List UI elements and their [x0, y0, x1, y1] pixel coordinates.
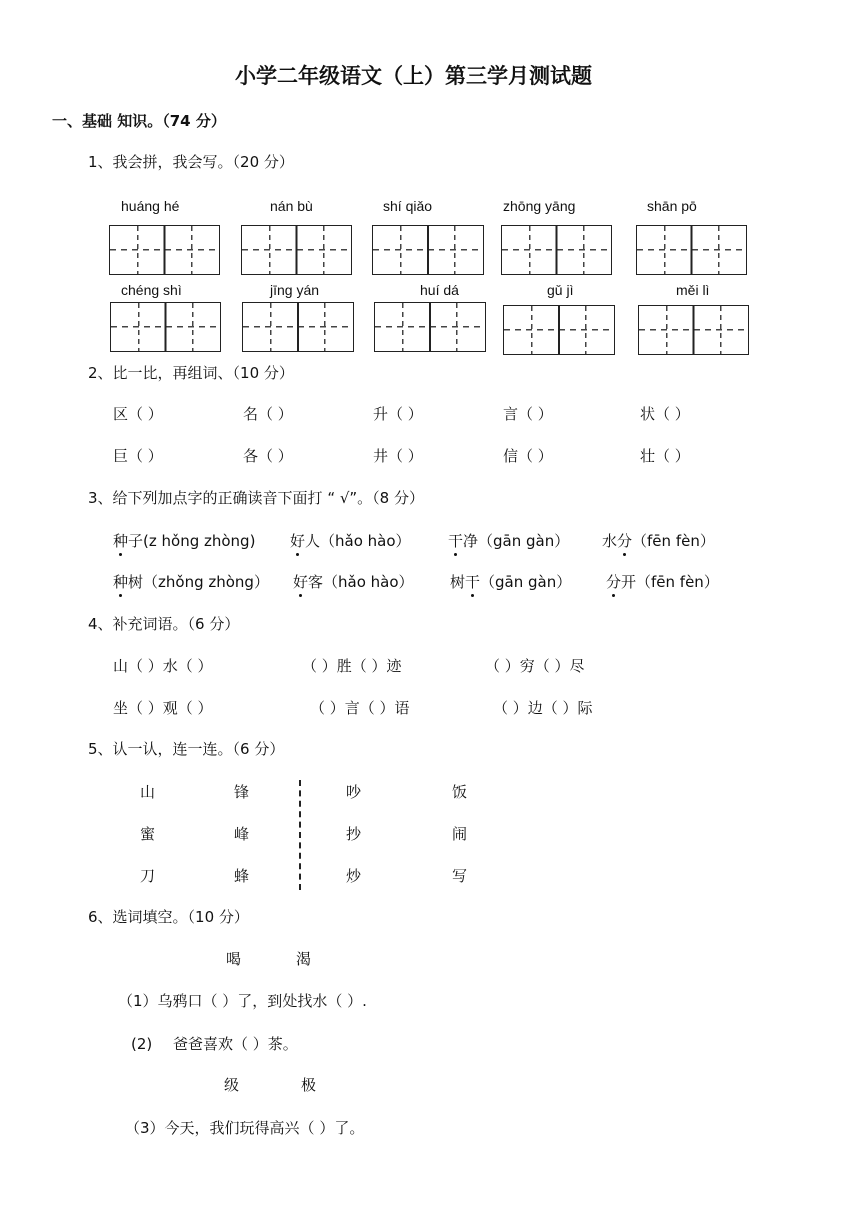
match-character-right[interactable]: 闹 [452, 825, 468, 843]
word-pair-blank: 各（ ） [243, 447, 293, 465]
emphasis-dotted-char: 种 [113, 573, 129, 591]
pinyin-label: měi lì [676, 282, 710, 298]
word-pair-blank: 升（ ） [373, 405, 423, 423]
writing-grid-box[interactable] [638, 305, 749, 355]
pinyin-label: zhōng yāng [503, 198, 576, 214]
word-pair-blank: 巨（ ） [113, 447, 163, 465]
pronunciation-choice[interactable]: 干净（gān gàn） [448, 532, 570, 550]
word-pair-blank: 言（ ） [503, 405, 553, 423]
writing-grid-box[interactable] [372, 225, 484, 275]
word-choice: 喝 [226, 950, 242, 968]
pinyin-label: chéng shì [121, 282, 182, 298]
writing-grid-box[interactable] [242, 302, 354, 352]
match-character-right[interactable]: 写 [452, 867, 468, 885]
emphasis-dotted-char: 好 [290, 532, 306, 550]
match-character-right[interactable]: 锋 [234, 783, 250, 801]
writing-grid-box[interactable] [503, 305, 615, 355]
word-pair-blank: 信（ ） [503, 447, 553, 465]
pinyin-label: nán bù [270, 198, 313, 214]
writing-grid-box[interactable] [374, 302, 486, 352]
page-title: 小学二年级语文（上）第三学月测试题 [235, 64, 592, 88]
pinyin-label: shí qiǎo [383, 198, 433, 214]
pinyin-label: shān pō [647, 198, 697, 214]
idiom-fill-blank: （ ）边（ ）际 [493, 699, 593, 717]
match-character-right[interactable]: 饭 [452, 783, 468, 801]
emphasis-dotted-char: 分 [617, 532, 633, 550]
match-character-left[interactable]: 刀 [140, 867, 156, 885]
match-character-right[interactable]: 蜂 [234, 867, 250, 885]
idiom-fill-blank: （ ）言（ ）语 [310, 699, 410, 717]
word-choice: 极 [301, 1076, 317, 1094]
question-5-heading: 5、认一认，连一连。（6 分） [88, 740, 285, 758]
word-pair-blank: 状（ ） [640, 405, 690, 423]
pronunciation-choice[interactable]: 种子(z hǒng zhòng) [113, 532, 256, 550]
idiom-fill-blank: 坐（ ）观（ ） [113, 699, 213, 717]
pronunciation-choice[interactable]: 好人（hǎo hào） [290, 532, 411, 550]
idiom-fill-blank: （ ）穷（ ）尽 [485, 657, 585, 675]
emphasis-dotted-char: 干 [465, 573, 481, 591]
pinyin-label: jīng yán [270, 282, 320, 298]
writing-grid-box[interactable] [501, 225, 612, 275]
idiom-fill-blank: 山（ ）水（ ） [113, 657, 213, 675]
writing-grid-box[interactable] [241, 225, 352, 275]
fill-sentence: 爸爸喜欢（ ）茶。 [173, 1035, 298, 1053]
match-character-left[interactable]: 山 [140, 783, 156, 801]
question-2-heading: 2、比一比，再组词、（10 分） [88, 364, 294, 382]
match-character-left[interactable]: 抄 [346, 825, 362, 843]
pinyin-label: gǔ jì [547, 282, 574, 298]
writing-grid-box[interactable] [110, 302, 221, 352]
pinyin-label: huáng hé [121, 198, 180, 214]
pronunciation-choice[interactable]: 种树（zhǒng zhòng） [113, 573, 269, 591]
match-character-left[interactable]: 蜜 [140, 825, 156, 843]
section-heading-basics: 一、基础 知识。（74 分） [52, 112, 226, 130]
pinyin-label: huí dá [420, 282, 459, 298]
writing-grid-box[interactable] [109, 225, 220, 275]
emphasis-dotted-char: 干 [448, 532, 464, 550]
emphasis-dotted-char: 分 [606, 573, 622, 591]
dashed-divider [299, 780, 301, 890]
word-pair-blank: 名（ ） [243, 405, 293, 423]
emphasis-dotted-char: 种 [113, 532, 129, 550]
idiom-fill-blank: （ ）胜（ ）迹 [302, 657, 402, 675]
writing-grid-box[interactable] [636, 225, 747, 275]
match-character-left[interactable]: 吵 [346, 783, 362, 801]
word-pair-blank: 井（ ） [373, 447, 423, 465]
sentence-number: (2) [131, 1035, 153, 1053]
fill-sentence: （3）今天，我们玩得高兴（ ）了。 [125, 1119, 365, 1137]
pronunciation-choice[interactable]: 好客（hǎo hào） [293, 573, 414, 591]
match-character-left[interactable]: 炒 [346, 867, 362, 885]
pronunciation-choice[interactable]: 水分（fēn fèn） [602, 532, 715, 550]
pronunciation-choice[interactable]: 分开（fēn fèn） [606, 573, 719, 591]
question-4-heading: 4、补充词语。（6 分） [88, 615, 240, 633]
emphasis-dotted-char: 好 [293, 573, 309, 591]
match-character-right[interactable]: 峰 [234, 825, 250, 843]
question-3-heading: 3、给下列加点字的正确读音下面打 “ √”。（8 分） [88, 489, 424, 507]
word-choice: 级 [224, 1076, 240, 1094]
word-pair-blank: 区（ ） [113, 405, 163, 423]
fill-sentence: （1）乌鸦口（ ）了，到处找水（ ）. [118, 992, 367, 1010]
question-6-heading: 6、选词填空。（10 分） [88, 908, 249, 926]
question-1-heading: 1、我会拼，我会写。（20 分） [88, 153, 294, 171]
word-pair-blank: 壮（ ） [640, 447, 690, 465]
pronunciation-choice[interactable]: 树干（gān gàn） [450, 573, 572, 591]
word-choice: 渴 [296, 950, 312, 968]
